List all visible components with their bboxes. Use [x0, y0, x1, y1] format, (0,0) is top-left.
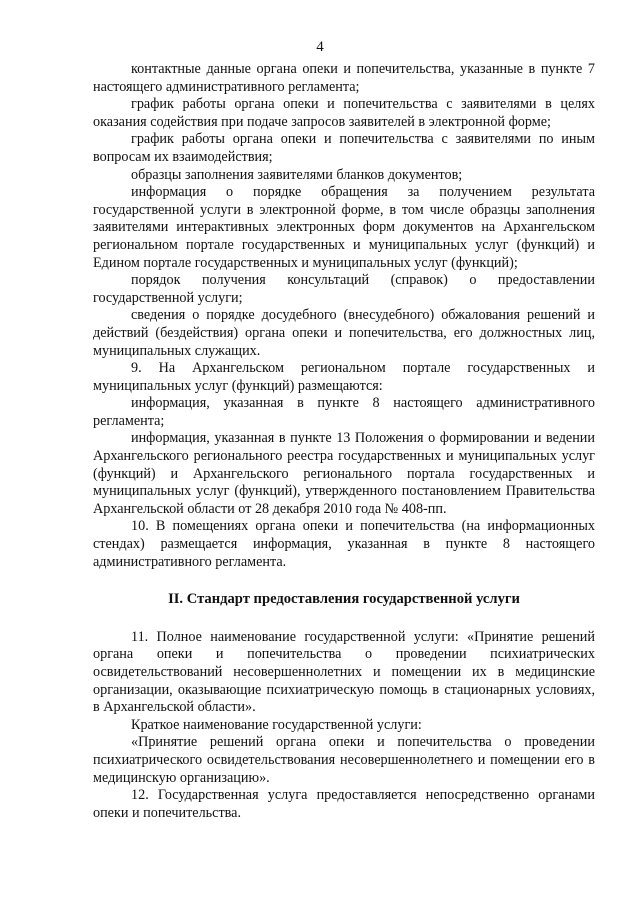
- page-number: 4: [316, 39, 324, 55]
- paragraph: информация о порядке обращения за получением результата государственной услуги в электронной форме, в том числе образцы заполнения заявителями интерактивных электронных форм документов на Архангельском региональном портале государственных и муниципальных услуг (функций) и Едином портале государственных и муниципальных услуг (функций);: [93, 184, 595, 271]
- paragraph-clause-10: 10. В помещениях органа опеки и попечительства (на информационных стендах) размещается информация, указанная в пункте 8 настоящего административного регламента.: [93, 518, 595, 570]
- paragraph: информация, указанная в пункте 13 Положения о формировании и ведении Архангельского регионального реестра государственных и муниципальных услуг (функций) и Архангельского регионального портала государственных и муниципальных услуг (функций), утвержденного постановлением Правительства Архангельской области от 28 декабря 2010 года № 408-пп.: [93, 430, 595, 517]
- paragraph: порядок получения консультаций (справок) о предоставлении государственной услуги;: [93, 272, 595, 306]
- paragraph: контактные данные органа опеки и попечительства, указанные в пункте 7 настоящего административного регламента;: [93, 61, 595, 95]
- paragraph: Краткое наименование государственной услуги:: [131, 716, 422, 733]
- paragraph: «Принятие решений органа опеки и попечительства о проведении психиатрического освидетельствования несовершеннолетнего и помещении его в медицинскую организацию».: [93, 734, 595, 786]
- paragraph: информация, указанная в пункте 8 настоящего административного регламента;: [93, 395, 595, 429]
- paragraph: сведения о порядке досудебного (внесудебного) обжалования решений и действий (бездействия) органа опеки и попечительства, его должностных лиц, муниципальных служащих.: [93, 307, 595, 359]
- document-body: [93, 61, 595, 822]
- paragraph-clause-9: 9. На Архангельском региональном портале государственных и муниципальных услуг (функций) размещаются:: [93, 360, 595, 394]
- paragraph-clause-11: 11. Полное наименование государственной услуги: «Принятие решений органа опеки и попечительства о проведении психиатрических освидетельствований несовершеннолетних и помещении их в медицинские организации, оказывающие психиатрическую помощь в стационарных условиях, в Архангельской области».: [93, 628, 595, 716]
- paragraph: образцы заполнения заявителями бланков документов;: [131, 166, 463, 183]
- paragraph: график работы органа опеки и попечительства с заявителями по иным вопросам их взаимодействия;: [93, 131, 595, 165]
- section-heading: II. Стандарт предоставления государственной услуги: [168, 591, 520, 608]
- paragraph-clause-12: 12. Государственная услуга предоставляется непосредственно органами опеки и попечительства.: [93, 787, 595, 821]
- paragraph: график работы органа опеки и попечительства с заявителями в целях оказания содействия при подаче запросов заявителей в электронной форме;: [93, 96, 595, 130]
